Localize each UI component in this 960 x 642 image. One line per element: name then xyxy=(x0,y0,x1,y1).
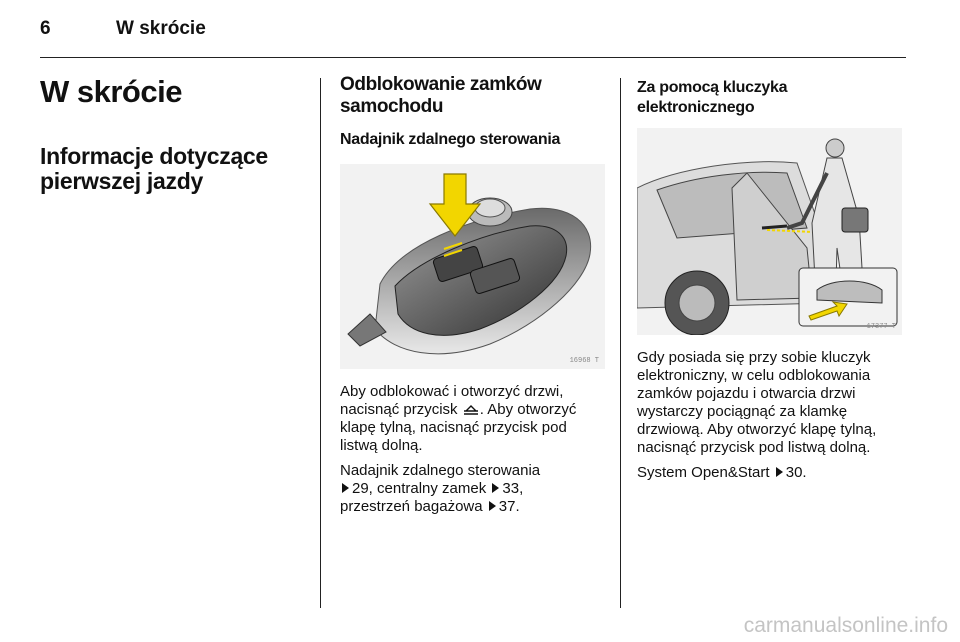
heading-unlocking-line1: Odblokowanie zamków xyxy=(340,74,542,95)
p2-l3a: przestrzeń bagażowa xyxy=(340,498,483,515)
column-divider-2 xyxy=(620,78,621,608)
reference-arrow-icon xyxy=(776,467,783,477)
reference-arrow-icon xyxy=(489,501,496,511)
p1-l1: Aby odblokować i otworzyć drzwi, xyxy=(340,383,564,400)
heading-electronic-key-line1: Za pomocą kluczyka xyxy=(637,79,788,96)
column-divider-1 xyxy=(320,78,321,608)
p1-l2b: . Aby otworzyć xyxy=(479,401,577,418)
p3-l1: Gdy posiada się przy sobie kluczyk xyxy=(637,349,871,366)
watermark: carmanualsonline.info xyxy=(743,614,948,637)
heading-electronic-key-line2: elektronicznego xyxy=(637,99,755,116)
p2-l1: Nadajnik zdalnego sterowania xyxy=(340,462,541,479)
p1-l3: klapę tylną, nacisnąć przycisk pod xyxy=(340,419,567,436)
reference-arrow-icon xyxy=(492,483,499,493)
reference-arrow-icon xyxy=(342,483,349,493)
remote-key-illustration xyxy=(340,164,605,369)
p3-l6: nacisnąć przycisk pod listwą dolną. xyxy=(637,439,871,456)
column-3 xyxy=(637,74,907,489)
figure-code: 16968 T xyxy=(569,357,599,365)
unlock-button-symbol-icon xyxy=(462,405,480,415)
header-rule xyxy=(40,57,906,58)
p1-l4: listwą dolną. xyxy=(340,437,423,454)
figure-code: 17377 T xyxy=(866,323,896,331)
p2-l2a: 29, centralny zamek xyxy=(352,480,487,497)
section-title-line1: Informacje dotyczące xyxy=(40,143,268,169)
subheading-remote-control: Nadajnik zdalnego sterowania xyxy=(340,131,561,148)
p2-l2b: 33, xyxy=(502,480,524,497)
column-1 xyxy=(40,74,310,194)
remote-key-figure xyxy=(340,164,605,369)
heading-unlocking xyxy=(340,74,605,118)
p3-l2: elektroniczny, w celu odblokowania xyxy=(637,367,871,384)
open-start-figure xyxy=(637,128,902,335)
car-door-illustration xyxy=(637,128,902,335)
section-title xyxy=(40,144,310,194)
paragraph-electronic-key xyxy=(637,349,907,457)
p3-l3: zamków pojazdu i otwarcia drzwi xyxy=(637,385,856,402)
heading-electronic-key xyxy=(637,78,907,118)
chapter-title: W skrócie xyxy=(40,74,182,109)
running-title: W skrócie xyxy=(116,18,206,39)
p3-l4: wystarczy pociągnąć za klamkę xyxy=(637,403,848,420)
p1-l2a: nacisnąć przycisk xyxy=(340,401,458,418)
p4-l1b: 30. xyxy=(785,464,807,481)
page-number: 6 xyxy=(40,18,51,39)
heading-unlocking-line2: samochodu xyxy=(340,96,444,117)
paragraph-references xyxy=(340,462,605,516)
p2-l3b: 37. xyxy=(498,498,520,515)
column-2 xyxy=(340,74,605,523)
p4-l1a: System Open&Start xyxy=(637,464,770,481)
paragraph-unlock xyxy=(340,383,605,455)
paragraph-open-start xyxy=(637,464,907,482)
section-title-line2: pierwszej jazdy xyxy=(40,168,203,194)
p3-l5: drzwiową. Aby otworzyć klapę tylną, xyxy=(637,421,877,438)
